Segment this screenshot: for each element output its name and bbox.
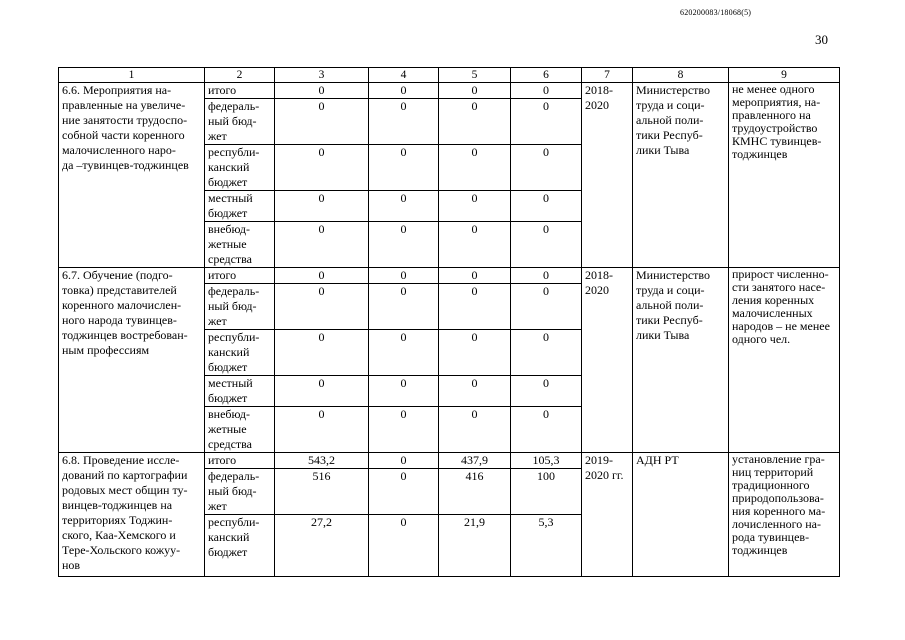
amount-cell: 416 bbox=[439, 469, 511, 515]
amount-cell: 0 bbox=[511, 99, 582, 145]
text-line: 2018- bbox=[585, 83, 613, 97]
amount-cell: 0 bbox=[511, 191, 582, 222]
text-line: бюджет bbox=[208, 391, 248, 405]
text-line: трудоустройство bbox=[732, 121, 818, 135]
text-line: лочисленного на- bbox=[732, 517, 821, 531]
amount-cell: 0 bbox=[439, 268, 511, 284]
text-line: 2020 bbox=[585, 98, 609, 112]
amount-cell: 516 bbox=[275, 469, 369, 515]
text-line: итого bbox=[208, 268, 237, 282]
amount-cell: 0 bbox=[275, 268, 369, 284]
text-line: не менее одного bbox=[732, 82, 815, 96]
text-line: бюджет bbox=[208, 360, 248, 374]
text-line: рода тувинцев- bbox=[732, 530, 810, 544]
text-line: бюджет bbox=[208, 206, 248, 220]
text-line: народов – не менее bbox=[732, 319, 830, 333]
amount-cell: 0 bbox=[369, 284, 439, 330]
column-header: 8 bbox=[633, 68, 729, 83]
text-line: сти занятого насе- bbox=[732, 280, 826, 294]
text-line: ный бюд- bbox=[208, 299, 257, 313]
text-line: внебюд- bbox=[208, 222, 250, 236]
amount-cell: 0 bbox=[439, 376, 511, 407]
column-header: 3 bbox=[275, 68, 369, 83]
text-line: альной поли- bbox=[636, 298, 704, 312]
text-line: 2020 гг. bbox=[585, 468, 624, 482]
text-line: 2019- bbox=[585, 453, 613, 467]
column-header: 6 bbox=[511, 68, 582, 83]
text-line: Министерство bbox=[636, 83, 710, 97]
funding-source bbox=[205, 376, 275, 407]
table-body bbox=[59, 83, 840, 577]
text-line: труда и соци- bbox=[636, 283, 705, 297]
text-line: мероприятия, на- bbox=[732, 95, 821, 109]
amount-cell: 0 bbox=[511, 407, 582, 453]
text-line: лики Тыва bbox=[636, 143, 690, 157]
text-line: Тере-Хольского кожуу- bbox=[62, 543, 181, 557]
column-header: 1 bbox=[59, 68, 205, 83]
funding-source bbox=[205, 191, 275, 222]
amount-cell: 0 bbox=[369, 99, 439, 145]
activity-description bbox=[59, 453, 205, 577]
amount-cell: 21,9 bbox=[439, 515, 511, 577]
text-line: ского, Каа-Хемского и bbox=[62, 528, 176, 542]
amount-cell: 0 bbox=[369, 222, 439, 268]
text-line: АДН РТ bbox=[636, 453, 679, 467]
text-line: тики Респуб- bbox=[636, 128, 703, 142]
text-line: коренного малочислен- bbox=[62, 298, 182, 312]
amount-cell: 0 bbox=[511, 376, 582, 407]
funding-source bbox=[205, 284, 275, 330]
amount-cell: 0 bbox=[369, 407, 439, 453]
column-header: 4 bbox=[369, 68, 439, 83]
text-line: бюджет bbox=[208, 545, 248, 559]
table-row bbox=[59, 83, 840, 99]
amount-cell: 0 bbox=[511, 83, 582, 99]
amount-cell: 0 bbox=[275, 191, 369, 222]
amount-cell: 0 bbox=[439, 284, 511, 330]
period-cell bbox=[582, 453, 633, 577]
text-line: собной части коренного bbox=[62, 128, 185, 142]
amount-cell: 0 bbox=[369, 145, 439, 191]
amount-cell: 0 bbox=[439, 99, 511, 145]
text-line: жетные bbox=[208, 422, 247, 436]
amount-cell: 0 bbox=[369, 376, 439, 407]
amount-cell: 0 bbox=[439, 145, 511, 191]
text-line: прирост численно- bbox=[732, 267, 829, 281]
text-line: бюджет bbox=[208, 175, 248, 189]
amount-cell: 0 bbox=[275, 330, 369, 376]
text-line: республи- bbox=[208, 330, 260, 344]
text-line: тоджинцев востребован- bbox=[62, 328, 188, 342]
amount-cell: 0 bbox=[275, 407, 369, 453]
text-line: республи- bbox=[208, 515, 260, 529]
amount-cell: 27,2 bbox=[275, 515, 369, 577]
executor-cell bbox=[633, 453, 729, 577]
text-line: правленные на увеличе- bbox=[62, 98, 186, 112]
column-header: 7 bbox=[582, 68, 633, 83]
table-row bbox=[59, 453, 840, 469]
text-line: ления коренных bbox=[732, 293, 815, 307]
amount-cell: 0 bbox=[275, 222, 369, 268]
text-line: труда и соци- bbox=[636, 98, 705, 112]
text-line: федераль- bbox=[208, 469, 260, 483]
funding-source bbox=[205, 145, 275, 191]
text-line: 6.7. Обучение (подго- bbox=[62, 268, 173, 282]
activities-table bbox=[58, 67, 840, 577]
amount-cell: 0 bbox=[369, 83, 439, 99]
amount-cell: 0 bbox=[439, 222, 511, 268]
text-line: 2018- bbox=[585, 268, 613, 282]
amount-cell: 100 bbox=[511, 469, 582, 515]
amount-cell: 0 bbox=[369, 515, 439, 577]
text-line: тоджинцев bbox=[732, 543, 788, 557]
text-line: дований по картографии bbox=[62, 468, 188, 482]
text-line: товка) представителей bbox=[62, 283, 177, 297]
text-line: местный bbox=[208, 376, 253, 390]
text-line: итого bbox=[208, 83, 237, 97]
text-line: тики Респуб- bbox=[636, 313, 703, 327]
text-line: тоджинцев bbox=[732, 147, 788, 161]
funding-source bbox=[205, 469, 275, 515]
column-header: 9 bbox=[729, 68, 840, 83]
text-line: одного чел. bbox=[732, 332, 791, 346]
text-line: местный bbox=[208, 191, 253, 205]
amount-cell: 0 bbox=[511, 268, 582, 284]
text-line: территориях Тоджин- bbox=[62, 513, 173, 527]
text-line: канский bbox=[208, 530, 250, 544]
column-header: 5 bbox=[439, 68, 511, 83]
amount-cell: 0 bbox=[439, 407, 511, 453]
funding-source bbox=[205, 515, 275, 577]
text-line: жетные bbox=[208, 237, 247, 251]
text-line: малочисленных bbox=[732, 306, 813, 320]
expected-result-cell bbox=[729, 453, 840, 577]
text-line: 6.8. Проведение иссле- bbox=[62, 453, 180, 467]
amount-cell: 0 bbox=[511, 222, 582, 268]
amount-cell: 0 bbox=[369, 191, 439, 222]
amount-cell: 0 bbox=[275, 376, 369, 407]
funding-source bbox=[205, 453, 275, 469]
text-line: традиционного bbox=[732, 478, 810, 492]
text-line: внебюд- bbox=[208, 407, 250, 421]
document-number: 620200083/18068(5) bbox=[680, 8, 752, 17]
amount-cell: 0 bbox=[511, 284, 582, 330]
table-row bbox=[59, 268, 840, 284]
text-line: жет bbox=[208, 499, 227, 513]
column-number-row bbox=[59, 68, 840, 83]
text-line: канский bbox=[208, 160, 250, 174]
amount-cell: 0 bbox=[369, 268, 439, 284]
text-line: федераль- bbox=[208, 99, 260, 113]
text-line: да –тувинцев-тоджинцев bbox=[62, 158, 189, 172]
funding-source bbox=[205, 407, 275, 453]
text-line: альной поли- bbox=[636, 113, 704, 127]
text-line: нов bbox=[62, 558, 81, 572]
amount-cell: 543,2 bbox=[275, 453, 369, 469]
text-line: жет bbox=[208, 314, 227, 328]
text-line: республи- bbox=[208, 145, 260, 159]
text-line: ным профессиям bbox=[62, 343, 150, 357]
text-line: 2020 bbox=[585, 283, 609, 297]
text-line: Министерство bbox=[636, 268, 710, 282]
funding-source bbox=[205, 83, 275, 99]
text-line: ного народа тувинцев- bbox=[62, 313, 177, 327]
text-line: установление гра- bbox=[732, 452, 825, 466]
page-number: 30 bbox=[815, 32, 828, 47]
executor-cell bbox=[633, 268, 729, 453]
text-line: ние занятости трудоспо- bbox=[62, 113, 188, 127]
text-line: природопользова- bbox=[732, 491, 824, 505]
text-line: КМНС тувинцев- bbox=[732, 134, 822, 148]
amount-cell: 5,3 bbox=[511, 515, 582, 577]
amount-cell: 437,9 bbox=[439, 453, 511, 469]
amount-cell: 0 bbox=[275, 284, 369, 330]
funding-source bbox=[205, 222, 275, 268]
text-line: 6.6. Мероприятия на- bbox=[62, 83, 172, 97]
funding-source bbox=[205, 99, 275, 145]
text-line: ный бюд- bbox=[208, 114, 257, 128]
period-cell bbox=[582, 83, 633, 268]
text-line: лики Тыва bbox=[636, 328, 690, 342]
amount-cell: 0 bbox=[439, 83, 511, 99]
amount-cell: 0 bbox=[275, 99, 369, 145]
text-line: правленного на bbox=[732, 108, 811, 122]
amount-cell: 0 bbox=[275, 83, 369, 99]
text-line: ниц территорий bbox=[732, 465, 814, 479]
text-line: федераль- bbox=[208, 284, 260, 298]
funding-source bbox=[205, 330, 275, 376]
amount-cell: 105,3 bbox=[511, 453, 582, 469]
executor-cell bbox=[633, 83, 729, 268]
text-line: малочисленного наро- bbox=[62, 143, 176, 157]
period-cell bbox=[582, 268, 633, 453]
amount-cell: 0 bbox=[369, 330, 439, 376]
column-header: 2 bbox=[205, 68, 275, 83]
amount-cell: 0 bbox=[511, 330, 582, 376]
text-line: итого bbox=[208, 453, 237, 467]
text-line: средства bbox=[208, 252, 253, 266]
amount-cell: 0 bbox=[275, 145, 369, 191]
text-line: винцев-тоджинцев на bbox=[62, 498, 173, 512]
amount-cell: 0 bbox=[369, 453, 439, 469]
amount-cell: 0 bbox=[511, 145, 582, 191]
text-line: жет bbox=[208, 129, 227, 143]
activity-description bbox=[59, 83, 205, 268]
text-line: ный бюд- bbox=[208, 484, 257, 498]
text-line: ния коренного ма- bbox=[732, 504, 826, 518]
funding-source bbox=[205, 268, 275, 284]
expected-result-cell bbox=[729, 268, 840, 453]
expected-result-cell bbox=[729, 83, 840, 268]
amount-cell: 0 bbox=[439, 330, 511, 376]
activity-description bbox=[59, 268, 205, 453]
text-line: средства bbox=[208, 437, 253, 451]
text-line: канский bbox=[208, 345, 250, 359]
amount-cell: 0 bbox=[439, 191, 511, 222]
amount-cell: 0 bbox=[369, 469, 439, 515]
text-line: родовых мест общин ту- bbox=[62, 483, 188, 497]
